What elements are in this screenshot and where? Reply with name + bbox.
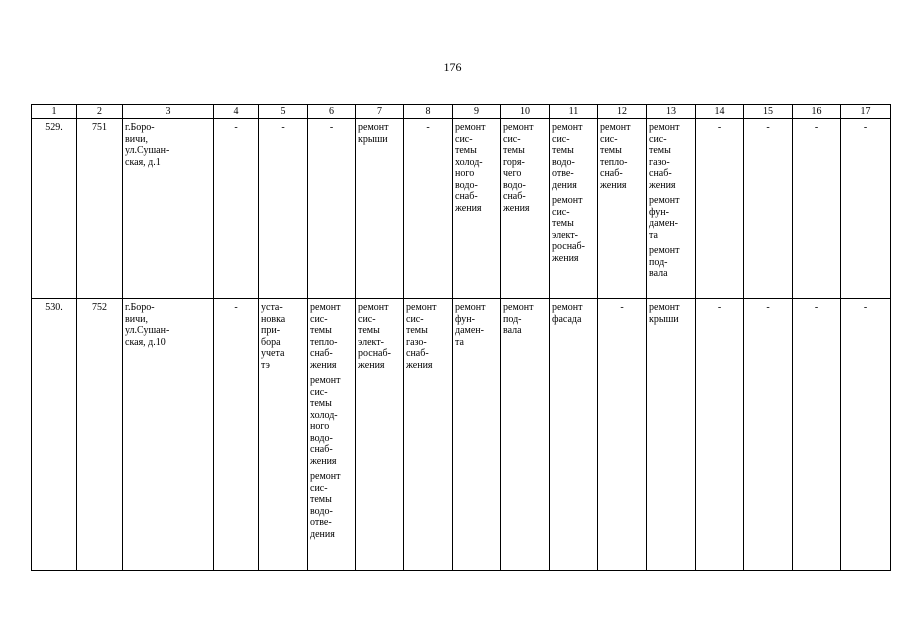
work-line: вала [649, 268, 668, 279]
work-item [600, 122, 644, 191]
work-line: темы [503, 145, 525, 156]
work-line: водо- [552, 156, 575, 168]
work-line: ремонт [552, 122, 583, 133]
page-number: 176 [443, 60, 462, 74]
header-cell-13: 13 [647, 105, 696, 119]
header-cell-5: 5 [259, 105, 308, 119]
work-line: ремонт [503, 302, 534, 313]
work-line: сис- [503, 133, 521, 145]
header-cell-8: 8 [404, 105, 453, 119]
work-line: сис- [552, 206, 570, 218]
work-line: темы [552, 145, 574, 156]
work-line: отве- [552, 168, 574, 179]
address-line: г.Боро- [125, 122, 155, 133]
header-cell-1: 1 [32, 105, 77, 119]
work-item [310, 302, 353, 371]
work-line: ного [455, 168, 475, 179]
building-id-cell: 752 [77, 299, 123, 571]
work-line: сис- [310, 313, 328, 325]
work-line: фасада [552, 313, 582, 325]
address-line: ская, д.1 [125, 156, 161, 168]
work-line: крыши [358, 133, 388, 145]
work-line: ремонт [406, 302, 437, 313]
header-cell-14: 14 [696, 105, 744, 119]
cell-col-4: - [214, 119, 259, 299]
work-line: бора [261, 336, 281, 348]
work-item [358, 302, 401, 371]
work-line: сис- [310, 482, 328, 494]
table-row [32, 299, 891, 571]
work-line: дения [552, 179, 577, 191]
cell-col-17: - [841, 119, 891, 299]
address-line: ул.Сушан- [125, 145, 170, 156]
work-line: ремонт [649, 245, 680, 256]
work-line: учета [261, 348, 285, 359]
work-line: водо- [503, 179, 526, 191]
work-line: при- [261, 325, 281, 336]
header-row [32, 105, 891, 119]
work-item [310, 471, 353, 540]
work-line: под- [503, 313, 522, 325]
header-cell-10: 10 [501, 105, 550, 119]
work-line: жения [600, 179, 627, 191]
work-line: жения [552, 252, 579, 264]
works-table [31, 104, 891, 571]
work-item [455, 122, 498, 214]
header-cell-11: 11 [550, 105, 598, 119]
cell-col-14: - [696, 299, 744, 571]
address-line: ская, д.10 [125, 336, 166, 348]
cell-col-10 [501, 299, 550, 571]
building-id-cell: 751 [77, 119, 123, 299]
work-line: ремонт [358, 302, 389, 313]
work-line: снаб- [455, 191, 478, 202]
cell-col-13 [647, 119, 696, 299]
cell-col-6 [308, 299, 356, 571]
cell-col-11 [550, 299, 598, 571]
work-line: та [455, 336, 464, 348]
work-line: холод- [310, 409, 338, 421]
work-line: сис- [552, 133, 570, 145]
work-line: ремонт [552, 195, 583, 206]
work-item [310, 375, 353, 467]
row-number-cell: 530. [32, 299, 77, 571]
cell-col-5: - [259, 119, 308, 299]
work-line: ремонт [600, 122, 631, 133]
work-line: сис- [358, 313, 376, 325]
work-line: снаб- [310, 348, 333, 359]
work-line: ремонт [552, 302, 583, 313]
work-line: ремонт [310, 471, 341, 482]
work-item [261, 302, 305, 371]
header-cell-7: 7 [356, 105, 404, 119]
work-line: темы [649, 145, 671, 156]
cell-col-9 [453, 299, 501, 571]
work-line: водо- [310, 432, 333, 444]
work-line: ремонт [358, 122, 389, 133]
cell-col-15: - [744, 119, 793, 299]
work-item [503, 122, 547, 214]
work-line: ремонт [503, 122, 534, 133]
cell-col-12: - [598, 299, 647, 571]
cell-col-8 [404, 299, 453, 571]
cell-col-13 [647, 299, 696, 571]
cell-col-12 [598, 119, 647, 299]
cell-col-14: - [696, 119, 744, 299]
work-line: вала [503, 325, 522, 336]
work-line: фун- [649, 206, 669, 218]
header-cell-16: 16 [793, 105, 841, 119]
work-line: уста- [261, 302, 283, 313]
header-cell-6: 6 [308, 105, 356, 119]
work-line: дамен- [649, 218, 678, 229]
work-line: тэ [261, 359, 270, 371]
work-line: тепло- [310, 336, 338, 348]
work-line: снаб- [649, 168, 672, 179]
work-line: ного [310, 421, 330, 432]
work-item [552, 195, 595, 264]
header-cell-12: 12 [598, 105, 647, 119]
work-line: снаб- [310, 444, 333, 455]
work-line: газо- [649, 156, 670, 168]
work-line: газо- [406, 336, 427, 348]
work-line: жения [310, 359, 337, 371]
work-line: темы [455, 145, 477, 156]
work-line: жения [455, 202, 482, 214]
cell-col-5 [259, 299, 308, 571]
work-line: темы [310, 398, 332, 409]
work-line: сис- [649, 133, 667, 145]
work-item [455, 302, 498, 348]
work-line: ремонт [649, 302, 680, 313]
address-line: ул.Сушан- [125, 325, 170, 336]
cell-col-11 [550, 119, 598, 299]
header-cell-2: 2 [77, 105, 123, 119]
work-item [358, 122, 401, 145]
work-line: под- [649, 256, 668, 268]
work-line: темы [310, 325, 332, 336]
cell-col-15: - [744, 299, 793, 571]
work-line: ремонт [455, 302, 486, 313]
work-line: жения [503, 202, 530, 214]
work-line: холод- [455, 156, 483, 168]
work-line: сис- [455, 133, 473, 145]
work-line: темы [310, 494, 332, 505]
work-item [649, 302, 693, 325]
header-cell-15: 15 [744, 105, 793, 119]
work-line: жения [358, 359, 385, 371]
work-line: отве- [310, 517, 332, 528]
work-line: сис- [406, 313, 424, 325]
row-number-cell: 529. [32, 119, 77, 299]
work-line: ремонт [455, 122, 486, 133]
work-item [649, 122, 693, 191]
work-line: элект- [552, 229, 578, 241]
cell-col-8: - [404, 119, 453, 299]
cell-col-17: - [841, 299, 891, 571]
work-line: жения [649, 179, 676, 191]
work-line: водо- [455, 179, 478, 191]
address-line: г.Боро- [125, 302, 155, 313]
work-line: темы [552, 218, 574, 229]
cell-col-4: - [214, 299, 259, 571]
work-item [552, 302, 595, 325]
table-row [32, 119, 891, 299]
work-line: новка [261, 313, 286, 325]
work-line: чего [503, 168, 522, 179]
work-line: сис- [310, 386, 328, 398]
work-item [406, 302, 450, 371]
work-line: водо- [310, 505, 333, 517]
header-cell-4: 4 [214, 105, 259, 119]
work-line: горя- [503, 156, 525, 168]
cell-col-16: - [793, 119, 841, 299]
work-line: жения [310, 455, 337, 467]
cell-col-6: - [308, 119, 356, 299]
cell-col-9 [453, 119, 501, 299]
work-line: дамен- [455, 325, 484, 336]
work-line: темы [406, 325, 428, 336]
work-line: ремонт [649, 122, 680, 133]
work-line: дения [310, 528, 335, 540]
work-line: ремонт [649, 195, 680, 206]
work-line: темы [358, 325, 380, 336]
cell-col-10 [501, 119, 550, 299]
work-line: крыши [649, 313, 679, 325]
cell-col-16: - [793, 299, 841, 571]
work-line: снаб- [600, 168, 623, 179]
work-item [552, 122, 595, 191]
work-line: снаб- [503, 191, 526, 202]
header-cell-3: 3 [123, 105, 214, 119]
address-cell [123, 119, 214, 299]
work-item [649, 195, 693, 241]
work-line: та [649, 229, 658, 241]
address-cell [123, 299, 214, 571]
work-line: снаб- [406, 348, 429, 359]
cell-col-7 [356, 299, 404, 571]
work-line: элект- [358, 336, 384, 348]
header-cell-17: 17 [841, 105, 891, 119]
work-line: тепло- [600, 156, 628, 168]
work-line: сис- [600, 133, 618, 145]
work-line: роснаб- [358, 348, 391, 359]
address-line: вичи, [125, 313, 148, 325]
cell-col-7 [356, 119, 404, 299]
work-line: роснаб- [552, 241, 585, 252]
work-line: жения [406, 359, 433, 371]
work-item [503, 302, 547, 337]
work-line: фун- [455, 313, 475, 325]
work-item [649, 245, 693, 280]
work-line: темы [600, 145, 622, 156]
address-line: вичи, [125, 133, 148, 145]
header-cell-9: 9 [453, 105, 501, 119]
work-line: ремонт [310, 375, 341, 386]
work-line: ремонт [310, 302, 341, 313]
